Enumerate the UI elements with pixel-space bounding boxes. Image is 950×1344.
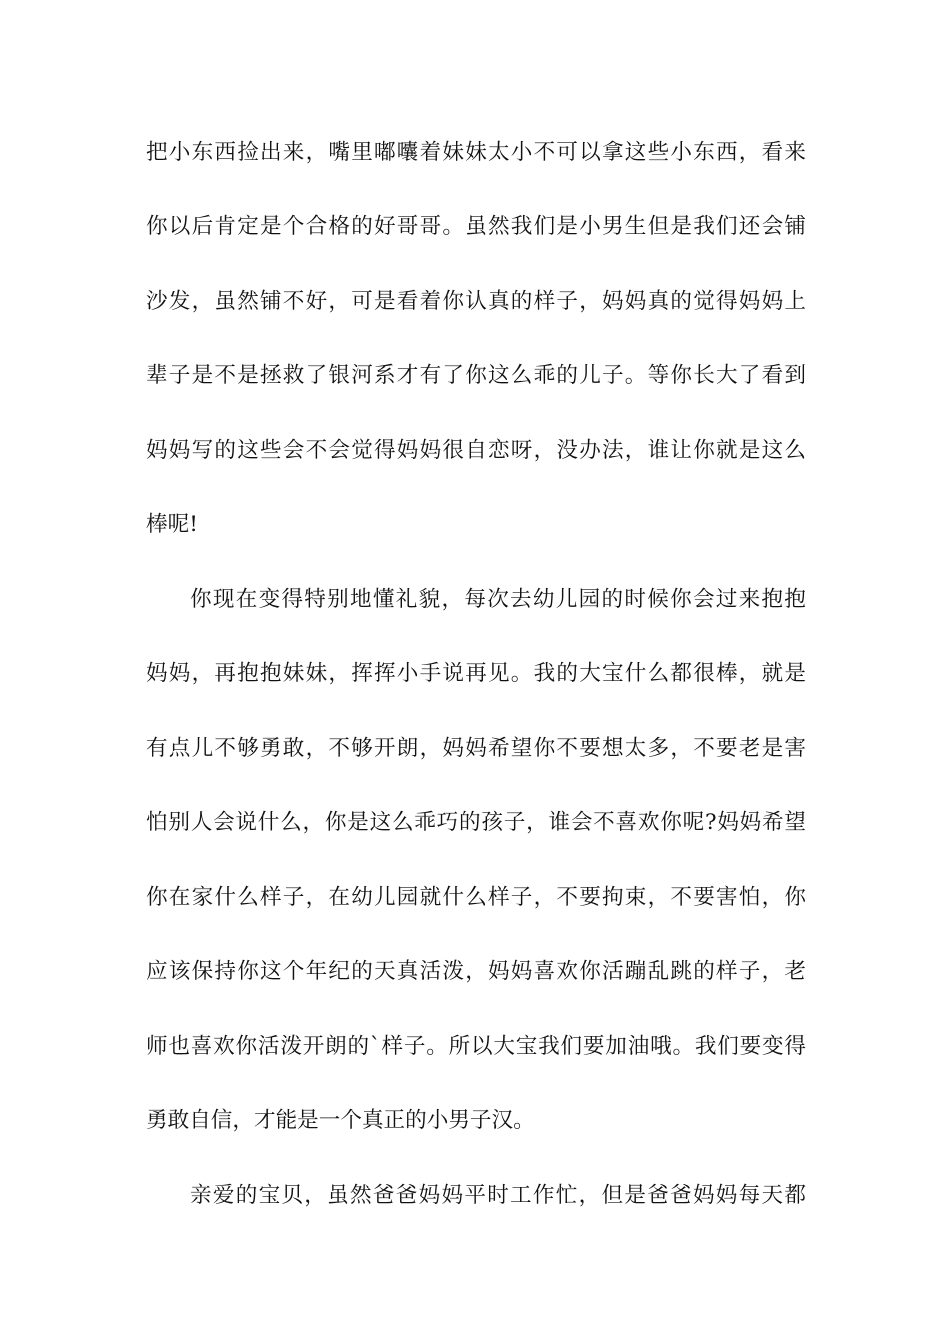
text-line: 把小东西捡出来，嘴里嘟囔着妹妹太小不可以拿这些小东西，看来	[146, 140, 806, 165]
text-line: 亲爱的宝贝，虽然爸爸妈妈平时工作忙，但是爸爸妈妈每天都	[190, 1183, 806, 1208]
text-line: 沙发，虽然铺不好，可是看着你认真的样子，妈妈真的觉得妈妈上	[146, 289, 806, 314]
text-line: 勇敢自信，才能是一个真正的小男子汉。	[146, 1108, 535, 1133]
text-line: 你现在变得特别地懂礼貌，每次去幼儿园的时候你会过来抱抱	[190, 587, 806, 612]
text-line: 棒呢!	[146, 512, 198, 537]
text-line: 辈子是不是拯救了银河系才有了你这么乖的儿子。等你长大了看到	[146, 363, 806, 388]
text-line: 妈妈写的这些会不会觉得妈妈很自恋呀，没办法，谁让你就是这么	[146, 438, 806, 463]
text-line: 你在家什么样子，在幼儿园就什么样子，不要拘束，不要害怕，你	[146, 885, 806, 910]
text-line: 师也喜欢你活泼开朗的`样子。所以大宝我们要加油哦。我们要变得	[146, 1034, 806, 1059]
text-line: 应该保持你这个年纪的天真活泼，妈妈喜欢你活蹦乱跳的样子，老	[146, 959, 806, 984]
text-line: 你以后肯定是个合格的好哥哥。虽然我们是小男生但是我们还会铺	[146, 214, 806, 239]
text-line: 妈妈，再抱抱妹妹，挥挥小手说再见。我的大宝什么都很棒，就是	[146, 661, 806, 686]
text-line: 有点儿不够勇敢，不够开朗，妈妈希望你不要想太多，不要老是害	[146, 736, 806, 761]
text-line: 怕别人会说什么，你是这么乖巧的孩子，谁会不喜欢你呢?妈妈希望	[146, 810, 806, 835]
